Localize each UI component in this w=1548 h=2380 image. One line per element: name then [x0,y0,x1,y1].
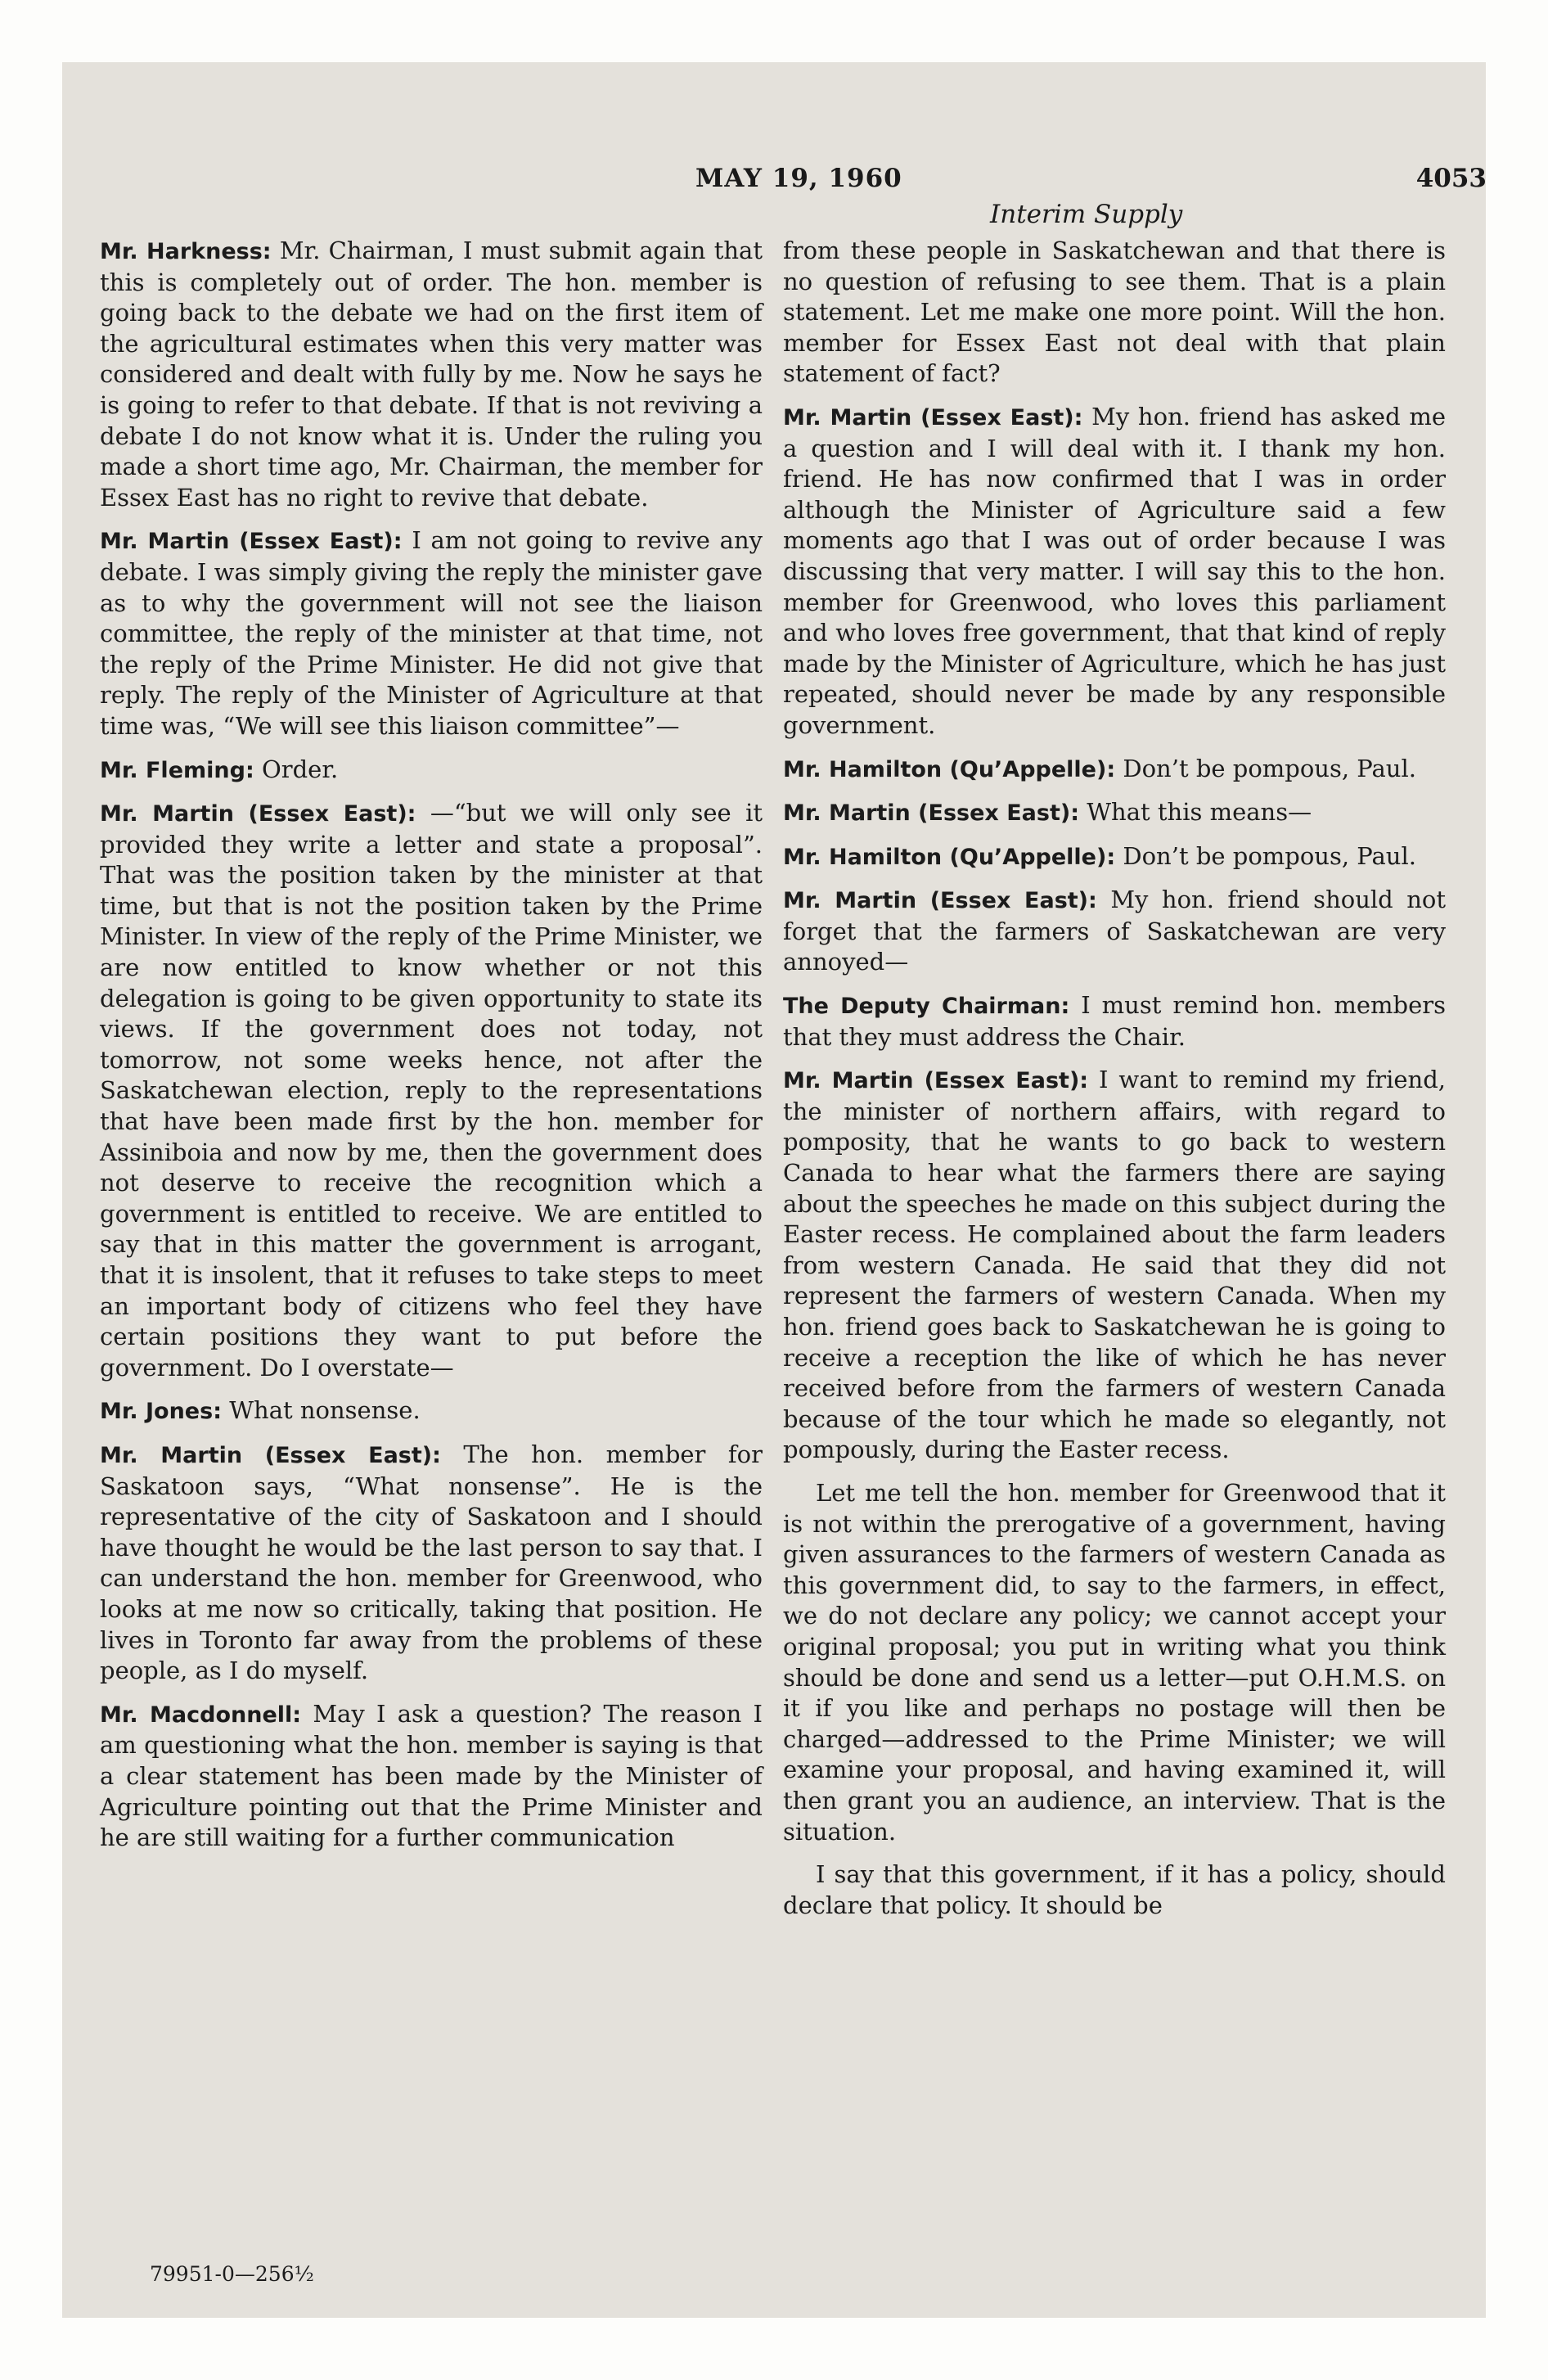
speaker-name: Mr. Harkness: [100,239,272,264]
paragraph [783,236,1446,390]
speaker-name: Mr. Martin (Essex East): [783,404,1083,430]
paragraph [100,236,763,513]
speaker-name: Mr. Jones: [100,1399,222,1425]
page-number: 4053 [1415,164,1487,193]
speaker-name: Mr. Martin (Essex East): [783,888,1097,914]
speaker-name: Mr. Hamilton (Qu’Appelle): [783,844,1116,870]
paragraph [783,990,1446,1053]
paragraph [783,1859,1446,1921]
speech-text: I am not going to revive any debate. I was simply giving the reply the minister gave as to why the government will not see the liaison committee, the reply of the minister at that time, not the reply of the Prime Minister. He did not give that reply. The reply of the Minister of Agriculture at that time was, “We will see this liaison committee”— [100,526,763,740]
speaker-name: Mr. Martin (Essex East): [100,1442,441,1468]
speech-text: I say that this government, if it has a policy, should declare that policy. It should be [783,1860,1446,1919]
header-date: MAY 19, 1960 [695,164,902,193]
speech-text: I must remind hon. members that they must address the Chair. [783,991,1447,1051]
speech-text: May I ask a question? The reason I am questioning what the hon. member is saying is that a clear statement has been made by the Minister of Agriculture pointing out that the Prime Minister and he are still waiting for a further communication [100,1699,763,1852]
paragraph [783,1478,1446,1847]
paragraph [783,1065,1446,1466]
speaker-name: Mr. Hamilton (Qu’Appelle): [783,756,1116,782]
left-column [100,236,763,1866]
speech-text: Let me tell the hon. member for Greenwood that it is not within the prerogative of a government, having given assurances to the farmers of western Canada as this government did, to say to the farmers, in effect, we do not declare any policy; we cannot accept your original proposal; you put in writing what you think should be done and send us a letter—put O.H.M.S. on it if you like and perhaps no postage will then be charged—addressed to the Prime Minister; we will examine your proposal, and having examined it, will then grant you an audience, an interview. That is the situation. [783,1478,1446,1846]
speaker-name: Mr. Martin (Essex East): [100,529,403,555]
paragraph [783,841,1446,873]
speech-text: What this means— [1087,798,1312,827]
paragraph [100,798,763,1383]
paragraph [100,755,763,787]
speech-text: My hon. friend should not forget that the farmers of Saskatchewan are very annoyed— [783,886,1446,976]
speech-text: The hon. member for Saskatoon says, “What nonsense”. He is the representative of the city of Saskatoon and I should have thought he would be the last person to say that. I can understand the hon. member for Greenwood, who looks at me now so critically, taking that position. He lives in Toronto far away from the problems of these people, as I do myself. [100,1440,763,1685]
speaker-name: Mr. Fleming: [100,757,254,783]
paragraph [100,1699,763,1854]
running-title: Interim Supply [990,200,1183,229]
paragraph [100,1440,763,1687]
paragraph [100,525,763,741]
right-column [783,236,1446,1933]
speaker-name: Mr. Martin (Essex East): [783,800,1080,827]
speech-text: from these people in Saskatchewan and that there is no question of refusing to see them. That is a plain statement. Let me make one more point. Will the hon. member for Essex East not deal with that plain statement of fact? [783,237,1446,388]
speech-text: —“but we will only see it provided they write a letter and state a proposal”. That was the position taken by the minister at that time, but that is not the position taken by the Prime Minister. In view of the reply of the Prime Minister, we are now entitled to know whether or not this delegation is going to be given opportunity to state its views. If the government does not today, not tomorrow, not some weeks hence, not after the Saskatchewan election, reply to the representations that have been made first by the hon. member for Assiniboia and now by me, then the government does not deserve to receive the recognition which a government is entitled to receive. We are entitled to say that in this matter the government is arrogant, that it is insolent, that it refuses to take steps to meet an important body of citizens who feel they have certain positions they want to put before the government. Do I overstate— [100,799,763,1382]
speech-text: Don’t be pompous, Paul. [1123,841,1416,870]
speaker-name: Mr. Martin (Essex East): [100,801,416,827]
paragraph [783,885,1446,978]
speaker-name: The Deputy Chairman: [783,994,1070,1020]
page-header [106,164,1487,229]
paragraph [783,754,1446,786]
speech-text: My hon. friend has asked me a question and I will deal with it. I thank my hon. friend. He has now confirmed that I was in order although the Minister of Agriculture said a few moments ago that I was out of order because I was discussing that very matter. I will say this to the hon. member for Greenwood, who loves this parliament and who loves free government, that that kind of reply made by the Minister of Agriculture, which he has just repeated, should never be made by any responsible government. [783,402,1446,739]
paragraph [783,797,1446,829]
speech-text: What nonsense. [229,1396,421,1425]
footer-code: 79951-0—256½ [150,2262,314,2286]
speaker-name: Mr. Macdonnell: [100,1702,302,1728]
paragraph [783,402,1446,741]
speaker-name: Mr. Martin (Essex East): [783,1068,1089,1094]
paragraph [100,1395,763,1427]
speech-text: Mr. Chairman, I must submit again that this is completely out of order. The hon. member is going back to the debate we had on the first item of the agricultural estimates when this very matter was considered and dealt with fully by me. Now he says he is going to refer to that debate. If that is not reviving a debate I do not know what it is. Under the ruling you made a short time ago, Mr. Chairman, the member for Essex East has no right to revive that debate. [100,237,763,512]
speech-text: Don’t be pompous, Paul. [1123,754,1416,782]
speech-text: Order. [261,755,339,783]
speech-text: I want to remind my friend, the minister of northern affairs, with regard to pomposity, that he wants to go back to western Canada to hear what the farmers there are saying about the speeches he made on this subject during the Easter recess. He complained about the farm leaders from western Canada. He said that they did not represent the farmers of western Canada. When my hon. friend goes back to Saskatchewan he is going to receive a reception the like of which he has never received before from the farmers of western Canada because of the tour which he made so elegantly, not pompously, during the Easter recess. [783,1066,1446,1464]
